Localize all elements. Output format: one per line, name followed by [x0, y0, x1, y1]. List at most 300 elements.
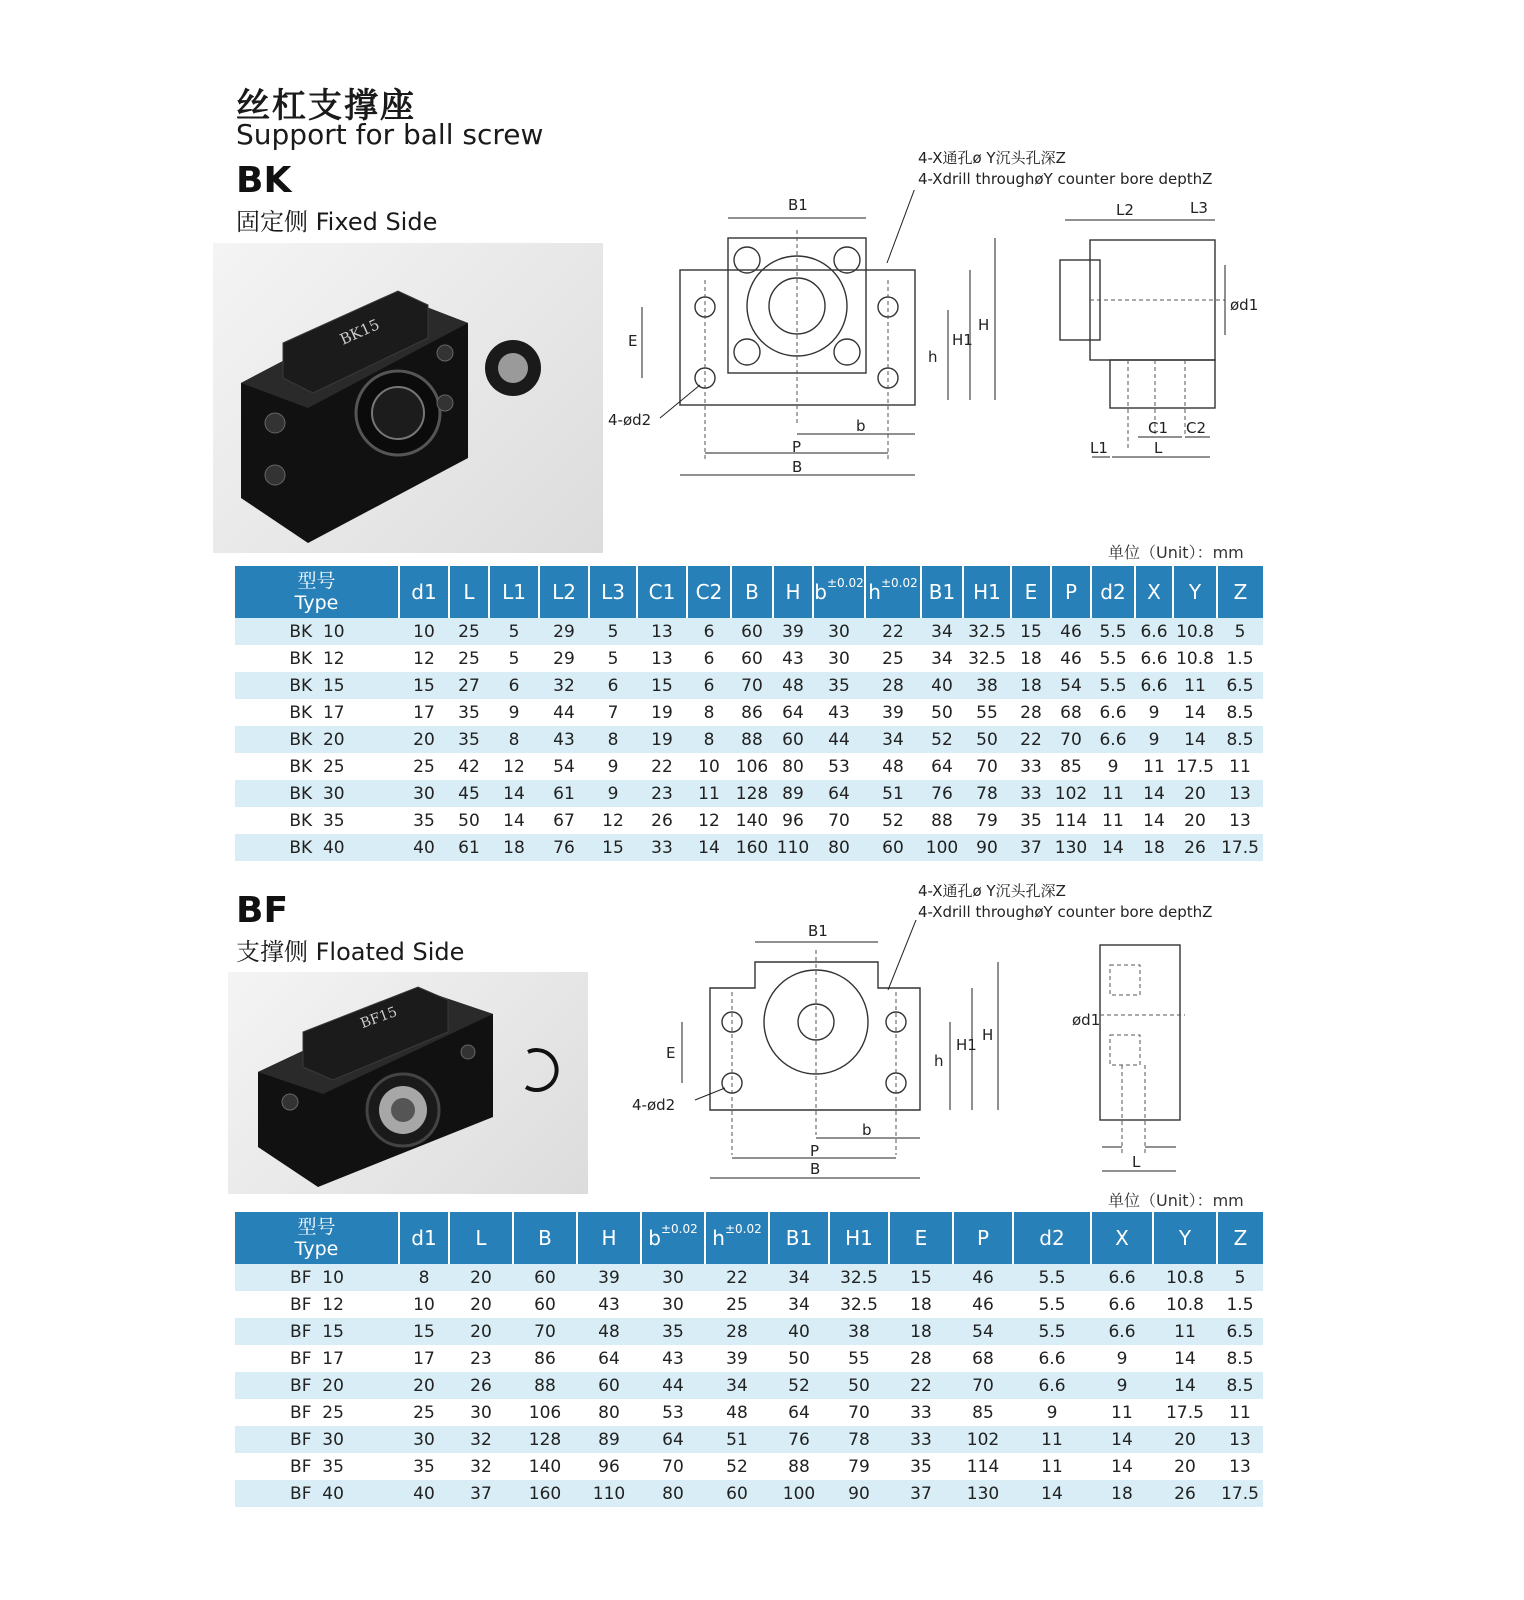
bf-th-type: 型号 Type [235, 1212, 399, 1264]
bf-cell: 5.5 [1013, 1264, 1091, 1291]
bk-cell: 14 [1135, 807, 1173, 834]
bf-cell: 52 [705, 1453, 769, 1480]
bk-cell: 70 [1051, 726, 1091, 753]
bk-cell: 25 [449, 618, 489, 645]
bk-cell: 60 [865, 834, 921, 861]
bk-cell: 37 [1011, 834, 1051, 861]
bf-cell: 78 [829, 1426, 889, 1453]
bk-cell: 43 [813, 699, 865, 726]
bf-cell: 10.8 [1153, 1291, 1217, 1318]
bf-cell: 32 [449, 1453, 513, 1480]
bf-cell: 52 [769, 1372, 829, 1399]
bk-cell: 5.5 [1091, 672, 1135, 699]
bk-cell: 6 [687, 672, 731, 699]
bk-th-h: $h^{\pm 0.02}$ [865, 566, 921, 618]
bk-th-d1: d1 [399, 566, 449, 618]
bf-cell: 86 [513, 1345, 577, 1372]
bf-dim-H1: H1 [956, 1036, 977, 1054]
bf-cell: 11 [1217, 1399, 1263, 1426]
bk-cell: 128 [731, 780, 773, 807]
bf-table-row [235, 1345, 1263, 1372]
bf-cell: 30 [399, 1426, 449, 1453]
bk-cell-type: BK 20 [235, 726, 399, 753]
bf-section-code: BF [236, 890, 289, 931]
bk-cell: 26 [637, 807, 687, 834]
bk-cell: 55 [963, 699, 1011, 726]
bk-cell: 60 [731, 618, 773, 645]
bk-block-illustration [213, 243, 603, 553]
bk-cell: 12 [489, 753, 539, 780]
bf-cell: 11 [1013, 1426, 1091, 1453]
bf-photo-label: BF15 [358, 1004, 400, 1032]
bf-cell: 60 [513, 1264, 577, 1291]
bf-cell: 20 [449, 1318, 513, 1345]
bk-cell: 52 [865, 807, 921, 834]
bk-cell-type: BK 35 [235, 807, 399, 834]
bf-cell: 110 [577, 1480, 641, 1507]
bk-cell: 14 [687, 834, 731, 861]
bk-side-view-diagram [1050, 195, 1270, 475]
bf-cell: 20 [1153, 1426, 1217, 1453]
bf-cell: 5 [1217, 1264, 1263, 1291]
bk-cell: 68 [1051, 699, 1091, 726]
bf-th-h: $h^{\pm 0.02}$ [705, 1212, 769, 1264]
bk-dim-B1: B1 [788, 196, 808, 214]
bk-side-dim-d1: ød1 [1230, 296, 1259, 314]
bk-side-dim-C1: C1 [1148, 419, 1169, 437]
bk-cell: 34 [865, 726, 921, 753]
bf-table-row [235, 1318, 1263, 1345]
bk-cell: 64 [773, 699, 813, 726]
bf-th-b: $b^{\pm 0.02}$ [641, 1212, 705, 1264]
bk-table-row [235, 672, 1263, 699]
bf-th-B: B [513, 1212, 577, 1264]
bk-cell: 32 [539, 672, 589, 699]
bk-cell: 18 [1011, 672, 1051, 699]
bf-cell: 48 [577, 1318, 641, 1345]
bf-dim-b: b [862, 1121, 872, 1139]
bk-cell: 19 [637, 726, 687, 753]
bk-cell-type: BK 15 [235, 672, 399, 699]
bf-hole-note-en: 4-Xdrill throughøY counter bore depthZ [918, 903, 1213, 921]
bk-cell: 34 [921, 645, 963, 672]
bk-cell: 9 [1091, 753, 1135, 780]
bf-cell: 17.5 [1217, 1480, 1263, 1507]
bk-cell: 25 [865, 645, 921, 672]
bf-cell: 25 [705, 1291, 769, 1318]
bk-table-row [235, 699, 1263, 726]
bf-cell: 37 [449, 1480, 513, 1507]
bk-dim-B: B [792, 458, 803, 476]
bk-cell: 64 [813, 780, 865, 807]
bf-cell: 14 [1091, 1426, 1153, 1453]
bf-cell: 20 [1153, 1453, 1217, 1480]
bk-cell: 28 [1011, 699, 1051, 726]
bk-cell: 12 [589, 807, 637, 834]
bf-th-B1: B1 [769, 1212, 829, 1264]
bk-table-row [235, 834, 1263, 861]
bk-cell: 10 [687, 753, 731, 780]
bk-cell: 35 [399, 807, 449, 834]
bf-cell: 26 [1153, 1480, 1217, 1507]
bk-cell: 80 [773, 753, 813, 780]
bf-cell: 64 [577, 1345, 641, 1372]
bf-th-L: L [449, 1212, 513, 1264]
bk-cell: 70 [813, 807, 865, 834]
bk-th-X: X [1135, 566, 1173, 618]
bf-cell: 32 [449, 1426, 513, 1453]
bk-table-row [235, 645, 1263, 672]
bk-cell: 11 [1173, 672, 1217, 699]
bf-cell: 9 [1013, 1399, 1091, 1426]
bf-cell: 18 [889, 1318, 953, 1345]
bf-th-X: X [1091, 1212, 1153, 1264]
bk-hole-note-en: 4-Xdrill throughøY counter bore depthZ [918, 170, 1213, 188]
bf-cell: 34 [705, 1372, 769, 1399]
bk-side-dim-L2: L2 [1116, 201, 1134, 219]
bk-cell-type: BK 25 [235, 753, 399, 780]
bf-cell: 130 [953, 1480, 1013, 1507]
bk-cell: 51 [865, 780, 921, 807]
bk-section-subtitle: 固定侧 Fixed Side [236, 208, 438, 236]
bk-cell: 70 [731, 672, 773, 699]
bk-cell: 26 [1173, 834, 1217, 861]
bk-cell: 54 [1051, 672, 1091, 699]
bk-cell: 7 [589, 699, 637, 726]
bf-cell: 15 [399, 1318, 449, 1345]
bf-cell: 6.6 [1091, 1291, 1153, 1318]
bk-cell: 13 [1217, 780, 1263, 807]
bf-side-dim-L: L [1132, 1153, 1141, 1171]
bf-cell: 37 [889, 1480, 953, 1507]
bf-cell: 64 [769, 1399, 829, 1426]
bf-table-row [235, 1372, 1263, 1399]
bk-cell: 33 [637, 834, 687, 861]
bk-th-E: E [1011, 566, 1051, 618]
bk-cell: 39 [865, 699, 921, 726]
bf-cell: 15 [889, 1264, 953, 1291]
bk-cell: 28 [865, 672, 921, 699]
bf-cell: 32.5 [829, 1291, 889, 1318]
bk-cell: 67 [539, 807, 589, 834]
bk-cell: 9 [589, 780, 637, 807]
bk-cell: 8 [489, 726, 539, 753]
bf-cell: 106 [513, 1399, 577, 1426]
bk-cell: 5 [489, 645, 539, 672]
bk-cell: 9 [489, 699, 539, 726]
bf-cell: 85 [953, 1399, 1013, 1426]
bf-dim-P: P [810, 1142, 820, 1160]
bk-cell: 100 [921, 834, 963, 861]
bk-th-type: 型号 Type [235, 566, 399, 618]
bf-spec-table [235, 1212, 1263, 1507]
bf-cell: 26 [449, 1372, 513, 1399]
bk-unit-label: 单位（Unit）：mm [1108, 543, 1244, 562]
bf-cell: 6.6 [1091, 1264, 1153, 1291]
bk-cell: 106 [731, 753, 773, 780]
bk-cell-type: BK 17 [235, 699, 399, 726]
bf-cell: 40 [769, 1318, 829, 1345]
bf-cell: 100 [769, 1480, 829, 1507]
bk-th-H1: H1 [963, 566, 1011, 618]
bf-cell: 28 [705, 1318, 769, 1345]
bf-cell-type: BF 12 [235, 1291, 399, 1318]
bk-cell: 14 [1173, 726, 1217, 753]
bf-th-H1: H1 [829, 1212, 889, 1264]
bf-cell: 18 [1091, 1480, 1153, 1507]
bk-cell: 160 [731, 834, 773, 861]
bk-cell: 88 [731, 726, 773, 753]
bk-cell: 5 [489, 618, 539, 645]
bf-cell-type: BF 15 [235, 1318, 399, 1345]
bk-cell: 110 [773, 834, 813, 861]
bk-cell: 5 [1217, 618, 1263, 645]
bf-cell: 60 [577, 1372, 641, 1399]
bk-th-d2: d2 [1091, 566, 1135, 618]
bk-cell: 88 [921, 807, 963, 834]
bf-cell: 80 [577, 1399, 641, 1426]
bf-cell: 10.8 [1153, 1264, 1217, 1291]
bf-cell: 13 [1217, 1453, 1263, 1480]
bk-cell: 8 [687, 699, 731, 726]
bk-cell: 10 [399, 618, 449, 645]
bk-cell: 30 [813, 618, 865, 645]
bk-cell: 9 [589, 753, 637, 780]
bf-cell-type: BF 20 [235, 1372, 399, 1399]
bk-cell: 15 [589, 834, 637, 861]
bk-cell: 8 [687, 726, 731, 753]
bk-cell: 27 [449, 672, 489, 699]
bf-cell: 11 [1153, 1318, 1217, 1345]
bk-side-dim-L1: L1 [1090, 439, 1108, 457]
bf-cell: 34 [769, 1291, 829, 1318]
bk-cell: 78 [963, 780, 1011, 807]
bk-th-C1: C1 [637, 566, 687, 618]
bf-cell: 25 [399, 1399, 449, 1426]
bf-cell: 10 [399, 1291, 449, 1318]
bk-cell: 40 [921, 672, 963, 699]
bf-cell: 6.6 [1013, 1372, 1091, 1399]
bf-hole-note-cn: 4-X通孔ø Y沉头孔深Z [918, 882, 1066, 900]
bf-cell: 140 [513, 1453, 577, 1480]
bf-cell: 68 [953, 1345, 1013, 1372]
bf-cell-type: BF 30 [235, 1426, 399, 1453]
bk-cell-type: BK 12 [235, 645, 399, 672]
bk-cell: 15 [399, 672, 449, 699]
bf-cell: 160 [513, 1480, 577, 1507]
bf-cell: 35 [399, 1453, 449, 1480]
bk-cell: 96 [773, 807, 813, 834]
bk-cell: 52 [921, 726, 963, 753]
bf-cell: 11 [1013, 1453, 1091, 1480]
bk-cell: 44 [539, 699, 589, 726]
bk-cell: 6.5 [1217, 672, 1263, 699]
bf-table-row [235, 1264, 1263, 1291]
bk-cell: 12 [687, 807, 731, 834]
bf-cell: 33 [889, 1426, 953, 1453]
bf-side-view-diagram [1070, 935, 1200, 1185]
page-title-en: Support for ball screw [236, 118, 544, 151]
bk-dim-h: h [928, 348, 938, 366]
bk-cell: 35 [449, 699, 489, 726]
bk-cell: 53 [813, 753, 865, 780]
bf-cell-type: BF 17 [235, 1345, 399, 1372]
bk-th-H: H [773, 566, 813, 618]
bf-cell: 79 [829, 1453, 889, 1480]
bk-cell-type: BK 40 [235, 834, 399, 861]
bk-table-header-row [235, 566, 1263, 618]
bk-cell: 114 [1051, 807, 1091, 834]
bk-th-Y: Y [1173, 566, 1217, 618]
bk-cell: 33 [1011, 780, 1051, 807]
bk-th-C2: C2 [687, 566, 731, 618]
bf-cell: 8 [399, 1264, 449, 1291]
bk-cell: 6 [589, 672, 637, 699]
bk-cell: 50 [921, 699, 963, 726]
bk-spec-table [235, 566, 1263, 861]
bf-cell: 28 [889, 1345, 953, 1372]
bf-cell: 88 [769, 1453, 829, 1480]
bk-cell: 20 [399, 726, 449, 753]
bk-cell: 14 [489, 807, 539, 834]
bk-cell: 11 [687, 780, 731, 807]
bf-cell: 88 [513, 1372, 577, 1399]
bk-cell: 15 [637, 672, 687, 699]
bk-cell: 13 [637, 645, 687, 672]
bk-cell: 76 [539, 834, 589, 861]
bf-cell: 14 [1153, 1372, 1217, 1399]
bk-section-code: BK [236, 160, 292, 201]
bf-cell: 96 [577, 1453, 641, 1480]
bf-cell: 70 [641, 1453, 705, 1480]
bk-th-L1: L1 [489, 566, 539, 618]
bk-cell: 43 [773, 645, 813, 672]
bk-cell: 5 [589, 618, 637, 645]
bk-cell: 70 [963, 753, 1011, 780]
bf-cell: 50 [769, 1345, 829, 1372]
bk-cell: 18 [489, 834, 539, 861]
bf-cell: 55 [829, 1345, 889, 1372]
bk-dim-H1: H1 [952, 331, 973, 349]
bk-cell-type: BK 10 [235, 618, 399, 645]
bk-cell: 80 [813, 834, 865, 861]
bk-cell: 89 [773, 780, 813, 807]
bf-th-Y: Y [1153, 1212, 1217, 1264]
bk-cell: 86 [731, 699, 773, 726]
bf-cell: 39 [705, 1345, 769, 1372]
bf-cell: 9 [1091, 1345, 1153, 1372]
bf-cell: 64 [641, 1426, 705, 1453]
bk-cell: 32.5 [963, 618, 1011, 645]
bf-cell: 20 [399, 1372, 449, 1399]
bk-side-dim-L: L [1154, 439, 1163, 457]
bk-cell: 22 [1011, 726, 1051, 753]
bf-block-illustration [228, 972, 588, 1194]
bk-side-dim-L3: L3 [1190, 199, 1208, 217]
bf-dim-E: E [666, 1044, 676, 1062]
bk-cell: 25 [449, 645, 489, 672]
bk-cell: 46 [1051, 618, 1091, 645]
bf-cell: 76 [769, 1426, 829, 1453]
bk-cell: 5.5 [1091, 645, 1135, 672]
bf-cell: 80 [641, 1480, 705, 1507]
bf-cell: 6.6 [1013, 1345, 1091, 1372]
bf-table-row [235, 1480, 1263, 1507]
bf-cell: 14 [1091, 1453, 1153, 1480]
bk-cell: 22 [637, 753, 687, 780]
bk-photo-label: BK15 [337, 315, 383, 349]
bk-dim-E: E [628, 332, 638, 350]
bk-cell: 15 [1011, 618, 1051, 645]
bk-cell: 42 [449, 753, 489, 780]
bf-cell: 43 [641, 1345, 705, 1372]
bf-cell: 43 [577, 1291, 641, 1318]
bk-table-row [235, 807, 1263, 834]
bf-table-header-row [235, 1212, 1263, 1264]
bf-cell: 14 [1013, 1480, 1091, 1507]
bk-cell: 35 [813, 672, 865, 699]
bk-cell: 34 [921, 618, 963, 645]
bf-cell: 46 [953, 1264, 1013, 1291]
bf-dim-B1: B1 [808, 922, 828, 940]
bf-product-photo [228, 972, 588, 1194]
bf-cell: 30 [641, 1291, 705, 1318]
bk-cell: 33 [1011, 753, 1051, 780]
bf-cell: 20 [449, 1291, 513, 1318]
bf-cell: 90 [829, 1480, 889, 1507]
bk-cell: 17.5 [1173, 753, 1217, 780]
bk-cell: 50 [963, 726, 1011, 753]
bf-cell: 30 [641, 1264, 705, 1291]
bf-cell: 50 [829, 1372, 889, 1399]
bk-cell: 30 [813, 645, 865, 672]
bk-cell: 76 [921, 780, 963, 807]
bf-cell: 5.5 [1013, 1291, 1091, 1318]
bk-cell-type: BK 30 [235, 780, 399, 807]
bk-cell: 61 [539, 780, 589, 807]
bk-cell: 60 [773, 726, 813, 753]
bf-cell: 1.5 [1217, 1291, 1263, 1318]
bk-cell: 48 [773, 672, 813, 699]
bk-cell: 46 [1051, 645, 1091, 672]
bf-cell: 8.5 [1217, 1372, 1263, 1399]
bf-cell: 51 [705, 1426, 769, 1453]
bf-cell: 5.5 [1013, 1318, 1091, 1345]
bf-cell-type: BF 35 [235, 1453, 399, 1480]
bf-cell: 89 [577, 1426, 641, 1453]
bk-product-photo [213, 243, 603, 553]
bk-table-row [235, 726, 1263, 753]
bk-cell: 17.5 [1217, 834, 1263, 861]
bf-cell: 32.5 [829, 1264, 889, 1291]
bk-cell: 23 [637, 780, 687, 807]
bk-cell: 6 [687, 645, 731, 672]
bk-cell: 44 [813, 726, 865, 753]
bk-cell: 8.5 [1217, 699, 1263, 726]
bk-table-body [235, 618, 1263, 861]
bf-dim-h: h [934, 1052, 944, 1070]
bk-cell: 13 [1217, 807, 1263, 834]
bk-cell: 8 [589, 726, 637, 753]
bf-th-d1: d1 [399, 1212, 449, 1264]
bf-side-dim-d1: ød1 [1072, 1011, 1101, 1029]
bk-front-view-diagram [600, 190, 1040, 500]
bk-cell: 6.6 [1091, 726, 1135, 753]
bk-cell: 9 [1135, 699, 1173, 726]
bf-table-row [235, 1399, 1263, 1426]
bk-cell: 13 [637, 618, 687, 645]
bf-cell: 40 [399, 1480, 449, 1507]
